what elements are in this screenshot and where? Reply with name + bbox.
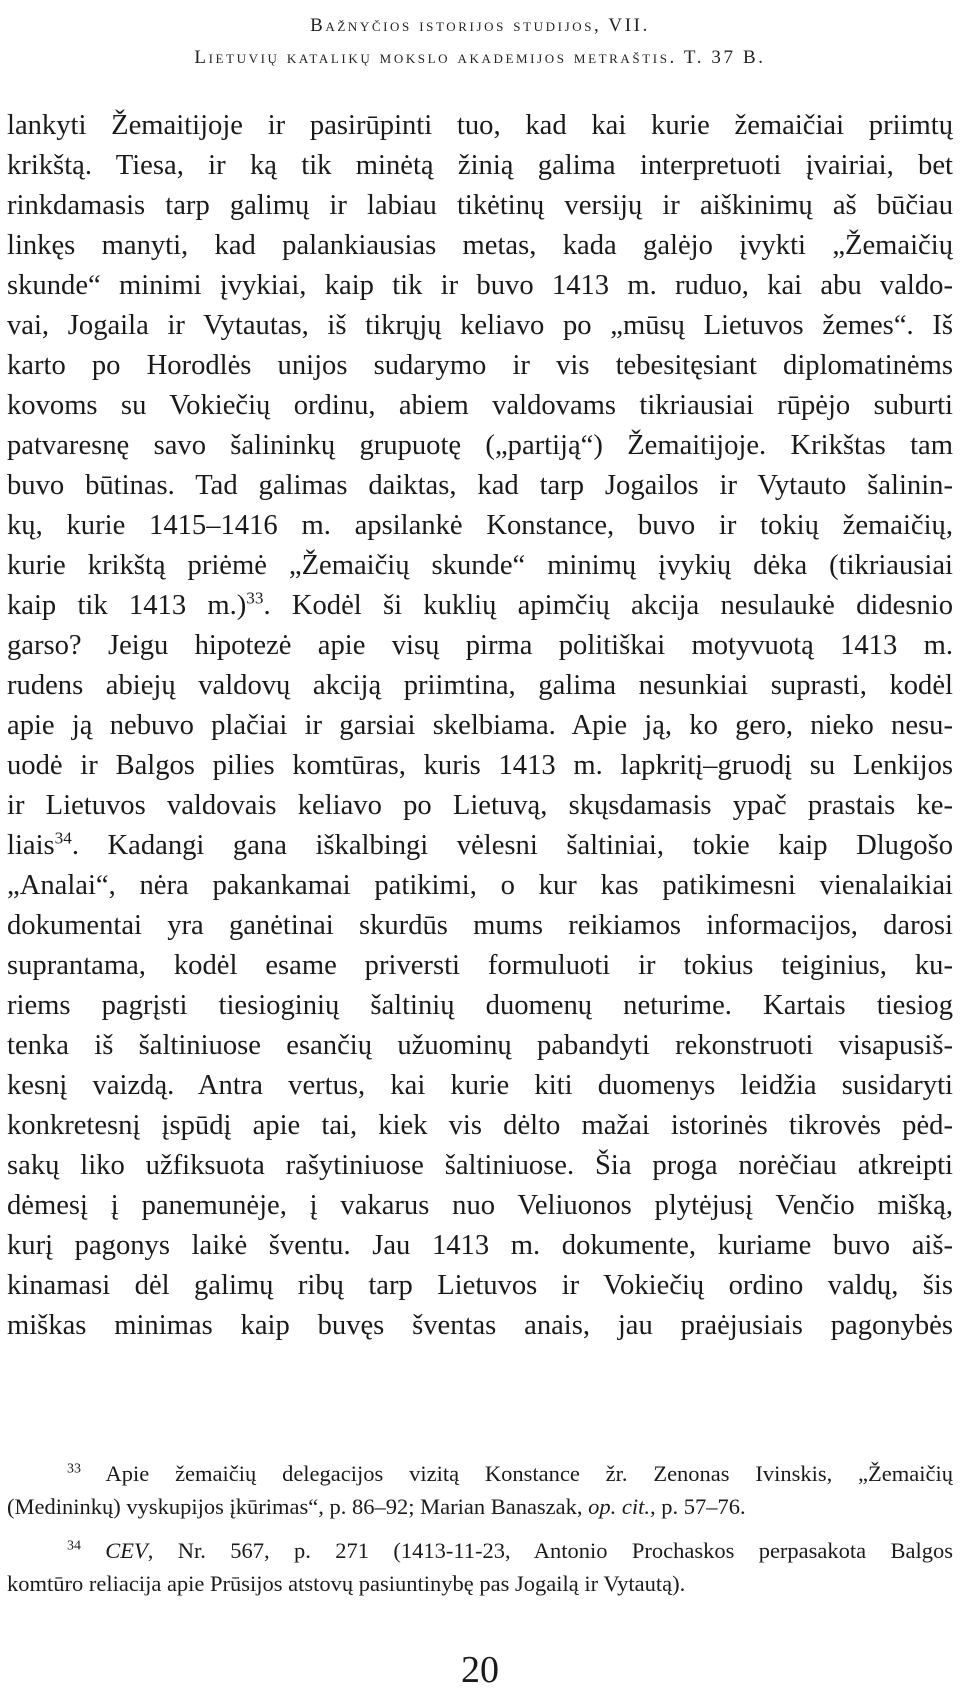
body-line: buvo būtinas. Tad galimas daiktas, kad tarp Jogailos ir Vytauto šalinin- xyxy=(7,470,953,501)
body-line-with-note-33 xyxy=(7,586,953,626)
footnote-italic-text: CEV xyxy=(105,1538,148,1563)
body-line-with-note-34 xyxy=(7,826,953,866)
body-line: linkęs manyti, kad palankiausias metas, kada galėjo įvykti „Žemaičių xyxy=(7,230,953,261)
body-line: konkretesnį įspūdį apie tai, kiek vis dėlto mažai istorinės tikrovės pėd- xyxy=(7,1110,953,1141)
footnote-ref-34: 34 xyxy=(54,828,72,848)
footnotes xyxy=(7,1457,953,1600)
body-line: lankyti Žemaitijoje ir pasirūpinti tuo, kad kai kurie žemaičiai priimtų xyxy=(7,110,953,141)
running-header-line-2: Lietuvių katalikų mokslo akademijos metraštis. T. 37 B. xyxy=(194,47,766,68)
body-line: sakų liko užfiksuota rašytiniuose šaltiniuose. Šia proga norėčiau atkreipti xyxy=(7,1150,953,1181)
footnote-34-line-2: komtūro reliacija apie Prūsijos atstovų pasiuntinybę pas Jogailą ir Vytautą). xyxy=(7,1571,686,1596)
body-line: garso? Jeigu hipotezė apie visų pirma politiškai motyvuotą 1413 m. xyxy=(7,630,953,661)
footnote-number-33: 33 xyxy=(67,1461,81,1477)
footnote-text: , Nr. 567, p. 271 (1413-11-23, Antonio Prochaskos perpasakota Balgos xyxy=(147,1538,953,1563)
body-line: miškas minimas kaip buvęs šventas anais, jau praėjusiais pagonybės xyxy=(7,1310,953,1341)
footnote-34-line-1 xyxy=(7,1534,953,1567)
body-line: kų, kurie 1415–1416 m. apsilankė Konstance, buvo ir tokių žemaičių, xyxy=(7,510,953,541)
running-header xyxy=(0,10,960,74)
body-line: kurį pagonys laikė šventu. Jau 1413 m. dokumente, kuriame buvo aiš- xyxy=(7,1230,953,1261)
footnote-text: , p. 57–76. xyxy=(650,1494,746,1519)
body-line: kinamasi dėl galimų ribų tarp Lietuvos ir Vokiečių ordino valdų, šis xyxy=(7,1270,953,1301)
footnote-text: Apie žemaičių delegacijos vizitą Konstance žr. Zenonas Ivinskis, „Žemaičių xyxy=(105,1461,953,1486)
body-line: suprantama, kodėl esame priversti formuluoti ir tokius teiginius, ku- xyxy=(7,950,953,981)
body-line-text: . Kadangi gana iškalbingi vėlesni šaltiniai, tokie kaip Dlugošo xyxy=(71,830,953,861)
footnote-33-line-1 xyxy=(7,1457,953,1490)
body-text xyxy=(7,106,953,1346)
body-line: uodė ir Balgos pilies komtūras, kuris 1413 m. lapkritį–gruodį su Lenkijos xyxy=(7,750,953,781)
body-line: kovoms su Vokiečių ordinu, abiem valdovams tikriausiai rūpėjo suburti xyxy=(7,390,953,421)
body-line: ir Lietuvos valdovais keliavo po Lietuvą, skųsdamasis ypač prastais ke- xyxy=(7,790,953,821)
body-line: kesnį vaizdą. Antra vertus, kai kurie kiti duomenys leidžia susidaryti xyxy=(7,1070,953,1101)
body-line: „Analai“, nėra pakankamai patikimi, o kur kas patikimesni vienalaikiai xyxy=(7,870,953,901)
footnote-33-line-2 xyxy=(7,1490,953,1523)
footnote-ref-33: 33 xyxy=(246,588,264,608)
footnote-text: (Medininkų) vyskupijos įkūrimas“, p. 86–92; Marian Banaszak, xyxy=(7,1494,589,1519)
body-line: rudens abiejų valdovų akciją priimtina, galima nesunkiai suprasti, kodėl xyxy=(7,670,953,701)
footnote-italic-text: op. cit. xyxy=(588,1494,651,1519)
body-line: apie ją nebuvo plačiai ir garsiai skelbiama. Apie ją, ko gero, nieko nesu- xyxy=(7,710,953,741)
body-line: vai, Jogaila ir Vytautas, iš tikrųjų keliavo po „mūsų Lietuvos žemes“. Iš xyxy=(7,310,953,341)
body-line: karto po Horodlės unijos sudarymo ir vis tebesitęsiant diplomatinėms xyxy=(7,350,953,381)
body-line: kurie krikštą priėmė „Žemaičių skunde“ minimų įvykių dėka (tikriausiai xyxy=(7,550,953,581)
body-line: dėmesį į panemunėje, į vakarus nuo Veliuonos plytėjusį Venčio mišką, xyxy=(7,1190,953,1221)
body-line: patvaresnę savo šalininkų grupuotę („partiją“) Žemaitijoje. Krikštas tam xyxy=(7,430,953,461)
body-line: krikštą. Tiesa, ir ką tik minėtą žinią galima interpretuoti įvairiai, bet xyxy=(7,150,953,181)
body-line: riems pagrįsti tiesioginių šaltinių duomenų neturime. Kartais tiesiog xyxy=(7,990,953,1021)
page-number: 20 xyxy=(461,1649,499,1691)
body-line: skunde“ minimi įvykiai, kaip tik ir buvo 1413 m. ruduo, kai abu valdo- xyxy=(7,270,953,301)
body-line: dokumentai yra ganėtinai skurdūs mums reikiamos informacijos, darosi xyxy=(7,910,953,941)
running-header-line-1: Bažnyčios istorijos studijos, VII. xyxy=(310,15,650,36)
footnote-number-34: 34 xyxy=(67,1538,81,1554)
body-line: tenka iš šaltiniuose esančių užuominų pabandyti rekonstruoti visapusiš- xyxy=(7,1030,953,1061)
body-line-text: kaip tik 1413 m.) xyxy=(7,590,247,621)
body-line: rinkdamasis tarp galimų ir labiau tikėtinų versijų ir aiškinimų aš būčiau xyxy=(7,190,953,221)
body-line-text: liais xyxy=(7,830,55,861)
body-line-text: . Kodėl ši kuklių apimčių akcija nesulaukė didesnio xyxy=(263,590,953,621)
